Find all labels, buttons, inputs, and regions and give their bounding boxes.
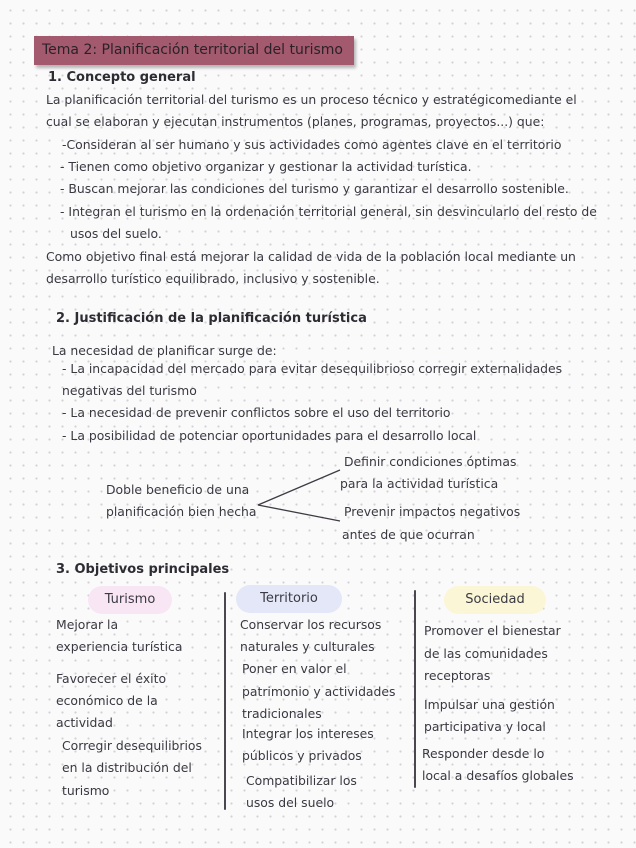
- section1-closing-line1: Como objetivo final está mejorar la calidad de vida de la población local mediante un: [46, 249, 576, 264]
- section2-bullet: - La incapacidad del mercado para evitar desequilibrioso corregir externalidades: [62, 361, 563, 376]
- sociedad-objective: Impulsar una gestión: [424, 697, 555, 712]
- section1-intro-line2: cual se elaboran y ejecutan instrumentos (planes, programas, proyectos...) que:: [46, 114, 545, 129]
- tag-sociedad: Sociedad: [444, 586, 546, 614]
- turismo-objective: Mejorar la: [56, 617, 119, 632]
- diagram-top-text: para la actividad turística: [340, 476, 499, 491]
- turismo-objective: turismo: [62, 783, 110, 798]
- section2-bullet: - La necesidad de prevenir conflictos sobre el uso del territorio: [62, 405, 451, 420]
- territorio-objective: Conservar los recursos: [240, 617, 382, 632]
- territorio-objective: Integrar los intereses: [242, 726, 374, 741]
- turismo-objective: Favorecer el éxito: [56, 671, 167, 686]
- territorio-objective: patrimonio y actividades: [242, 684, 396, 699]
- diagram-branch-line-bottom: [258, 505, 340, 521]
- column-divider: [414, 590, 416, 788]
- territorio-objective: Poner en valor el: [242, 661, 347, 676]
- diagram-bottom-text: Prevenir impactos negativos: [344, 504, 521, 519]
- territorio-objective: Compatibilizar los: [246, 773, 357, 788]
- sociedad-objective: local a desafíos globales: [422, 768, 574, 783]
- tag-turismo: Turismo: [88, 586, 172, 614]
- diagram-left-text: planificación bien hecha: [106, 504, 257, 519]
- turismo-objective: en la distribución del: [62, 760, 192, 775]
- turismo-objective: actividad: [56, 715, 113, 730]
- diagram-left-text: Doble beneficio de una: [106, 482, 250, 497]
- diagram-top-text: Definir condiciones óptimas: [344, 454, 517, 469]
- sociedad-objective: de las comunidades: [424, 646, 548, 661]
- turismo-objective: económico de la: [56, 693, 158, 708]
- page-title: Tema 2: Planificación territorial del turismo: [42, 42, 343, 58]
- section1-bullet: - Tienen como objetivo organizar y gestionar la actividad turística.: [60, 159, 472, 174]
- section1-bullet: usos del suelo.: [70, 226, 162, 241]
- section2-intro: La necesidad de planificar surge de:: [52, 343, 277, 358]
- sociedad-objective: participativa y local: [424, 719, 546, 734]
- section2-heading: 2. Justificación de la planificación turística: [56, 311, 367, 326]
- section1-closing-line2: desarrollo turístico equilibrado, inclusivo y sostenible.: [46, 271, 380, 286]
- section2-bullet: negativas del turismo: [62, 383, 197, 398]
- diagram-branch-line-top: [258, 470, 340, 505]
- section1-bullet: - Integran el turismo en la ordenación territorial general, sin desvincularlo del resto de: [60, 204, 597, 219]
- section2-bullet: - La posibilidad de potenciar oportunidades para el desarrollo local: [62, 428, 477, 443]
- territorio-objective: usos del suelo: [246, 795, 335, 810]
- section1-bullet: - Buscan mejorar las condiciones del turismo y garantizar el desarrollo sostenible.: [60, 181, 569, 196]
- section1-intro-line1: La planificación territorial del turismo es un proceso técnico y estratégicomediante el: [46, 92, 577, 107]
- tag-territorio: Territorio: [236, 585, 342, 613]
- section1-bullet: -Consideran al ser humano y sus actividades como agentes clave en el territorio: [62, 137, 562, 152]
- turismo-objective: experiencia turística: [56, 639, 183, 654]
- territorio-objective: naturales y culturales: [240, 639, 375, 654]
- section3-heading: 3. Objetivos principales: [56, 562, 230, 577]
- section1-heading: 1. Concepto general: [48, 70, 196, 85]
- sociedad-objective: Promover el bienestar: [424, 623, 561, 638]
- turismo-objective: Corregir desequilibrios: [62, 738, 202, 753]
- sociedad-objective: receptoras: [424, 668, 491, 683]
- diagram-bottom-text: antes de que ocurran: [342, 527, 475, 542]
- territorio-objective: tradicionales: [242, 706, 322, 721]
- sociedad-objective: Responder desde lo: [422, 746, 545, 761]
- column-divider: [224, 592, 226, 810]
- territorio-objective: públicos y privados: [242, 748, 362, 763]
